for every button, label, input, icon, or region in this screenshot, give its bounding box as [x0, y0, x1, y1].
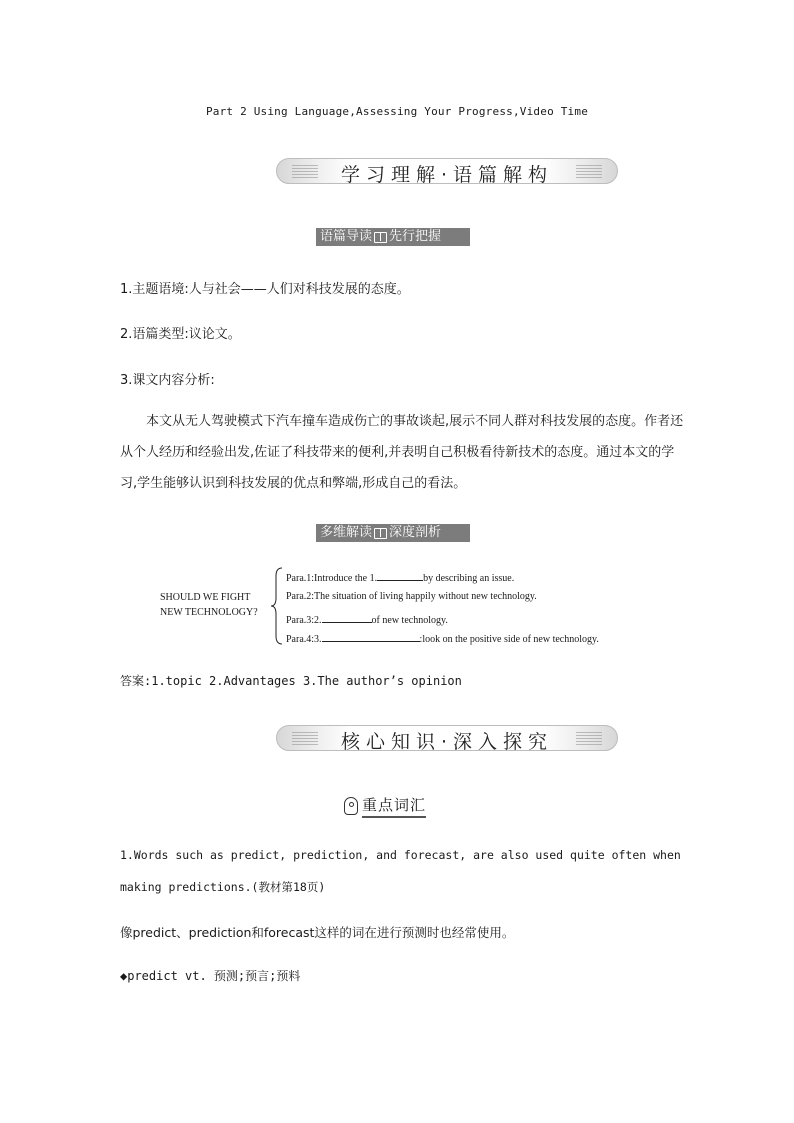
diagram-row-para1 [286, 570, 514, 584]
diagram-row-para2 [286, 591, 537, 602]
book-icon [374, 528, 387, 539]
row-pre: Para.3:2. [286, 615, 322, 626]
item-analysis-title: 3.课文内容分析: [120, 373, 215, 388]
analysis-paragraph: 本文从无人驾驶模式下汽车撞车造成伤亡的事故谈起,展示不同人群对科技发展的态度。作者还从个人经历和经验出发,佐证了科技带来的便利,并表明自己积极看待新技术的态度。通过本文的学习,学生能够认识到科技发展的优点和弊端,形成自己的看法。 [120, 414, 684, 491]
tag-left-text: 语篇导读 [320, 229, 373, 244]
key-vocab-heading [344, 794, 426, 818]
item-genre: 2.语篇类型:议论文。 [120, 327, 241, 342]
vocab-translation: 像predict、prediction和forecast这样的词在进行预测时也经常使用。 [120, 925, 515, 940]
row-pre: Para.1:Introduce the 1. [286, 573, 378, 584]
diagram-label [160, 590, 258, 620]
answer-blank-1 [377, 570, 423, 581]
row-post: :look on the positive side of new technology. [419, 634, 599, 645]
tag-right-text: 深度剖析 [389, 525, 442, 540]
row-pre: Para.4:3. [286, 634, 322, 645]
vocab-entry-predict: ◆predict vt. 预测;预言;预料 [120, 969, 301, 983]
tag-right-text: 先行把握 [389, 229, 442, 244]
tag-left-text: 多维解读 [320, 525, 373, 540]
answer-blank-3 [322, 631, 420, 642]
book-icon [374, 232, 387, 243]
diagram-label-line1: SHOULD WE FIGHT [160, 592, 251, 603]
answer-blank-2 [322, 612, 372, 623]
vocab-sentence-line1: 1.Words such as predict, prediction, and forecast, are also used quite often when [120, 848, 681, 862]
section-banner-core [276, 725, 618, 751]
structure-diagram [160, 566, 640, 646]
page-header: Part 2 Using Language,Assessing Your Progress,Video Time [205, 105, 589, 118]
item-theme: 1.主题语境:人与社会——人们对科技发展的态度。 [120, 282, 410, 297]
row-post: by describing an issue. [423, 573, 515, 584]
tag-multi-reading [316, 524, 470, 542]
vocab-sentence-line2: making predictions.(教材第18页) [120, 880, 326, 894]
diagram-row-para3 [286, 612, 448, 626]
tag-reading-guide [316, 228, 470, 246]
banner-title: 学习理解·语篇解构 [340, 164, 554, 186]
diagram-row-para4 [286, 631, 599, 645]
section-banner-learning [276, 158, 618, 184]
key-vocab-title: 重点词汇 [362, 794, 426, 818]
diagram-brace [270, 566, 284, 646]
row-pre: Para.2:The situation of living happily without new technology. [286, 591, 537, 602]
key-icon [344, 797, 358, 815]
diagram-label-line2: NEW TECHNOLOGY? [160, 607, 258, 618]
row-post: of new technology. [371, 615, 448, 626]
answer-line: 答案:1.topic 2.Advantages 3.The author’s opinion [120, 674, 462, 688]
banner-title: 核心知识·深入探究 [340, 731, 554, 753]
